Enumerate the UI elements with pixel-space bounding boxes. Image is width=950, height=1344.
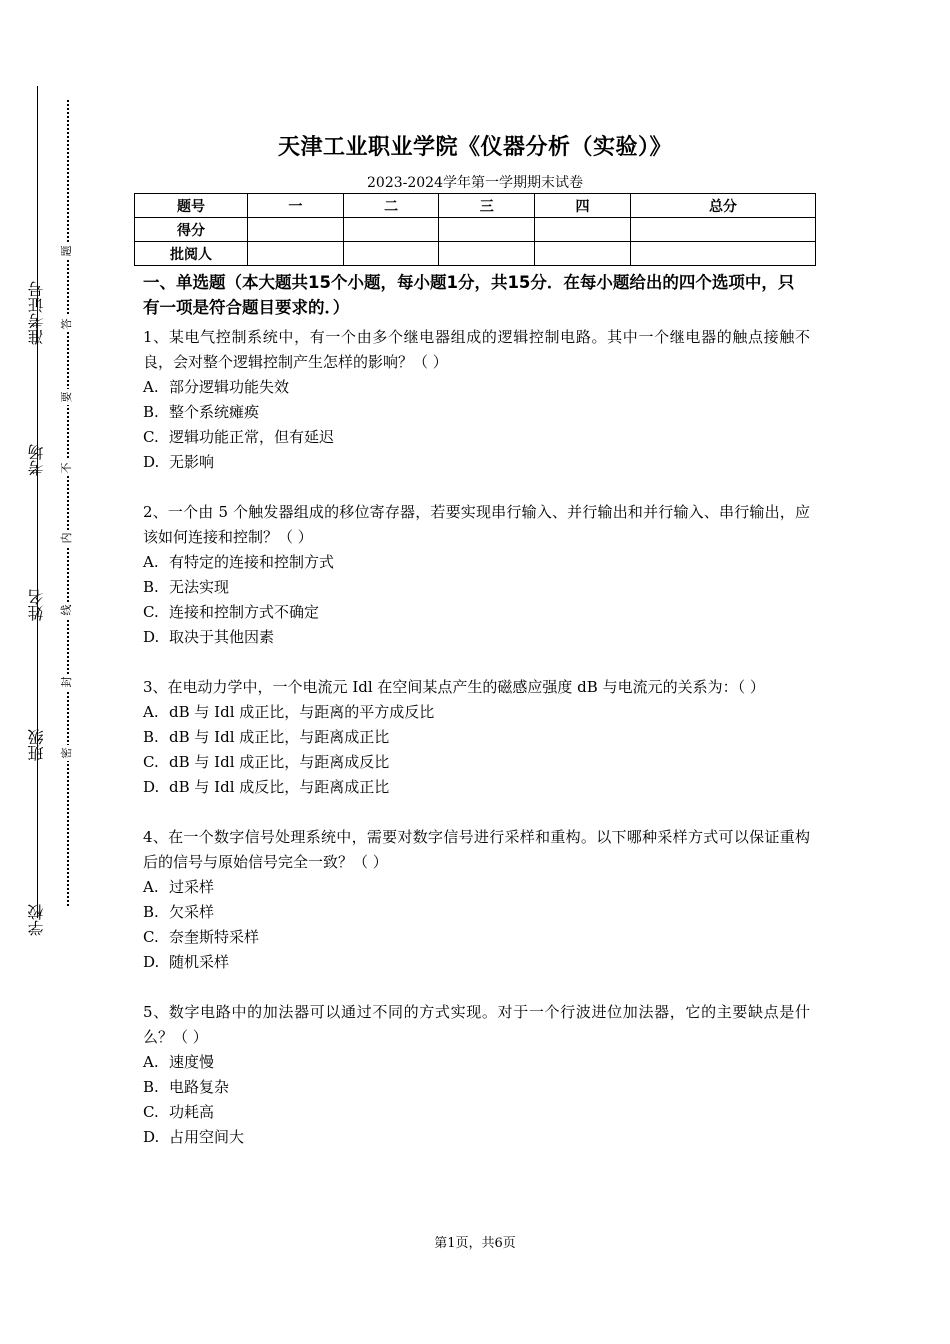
option-letter: D. xyxy=(143,778,160,796)
grader-cell xyxy=(248,242,344,266)
exam-room-label: 考场 xyxy=(27,444,46,476)
option-letter: C. xyxy=(143,928,159,946)
section-heading: 一、单选题（本大题共15个小题，每小题1分，共15分．在每小题给出的四个选项中，只有一项是符合题目要求的．） xyxy=(143,273,795,317)
option-b xyxy=(143,725,810,750)
score-cell xyxy=(535,218,631,242)
binding-line xyxy=(37,86,38,918)
score-cell xyxy=(630,218,815,242)
question-stem: 4、在一个数字信号处理系统中，需要对数字信号进行采样和重构。以下哪种采样方式可以保证重构后的信号与原始信号完全一致？（ ） xyxy=(143,828,810,871)
option-letter: B. xyxy=(143,403,159,421)
option-text: 无影响 xyxy=(169,453,215,471)
grader-row-label: 批阅人 xyxy=(135,242,248,266)
score-table xyxy=(134,193,816,266)
option-letter: A. xyxy=(143,703,159,721)
option-letter: D. xyxy=(143,953,160,971)
option-letter: C. xyxy=(143,1103,159,1121)
option-letter: D. xyxy=(143,628,160,646)
score-row-label: 得分 xyxy=(135,218,248,242)
grader-cell xyxy=(343,242,439,266)
option-a xyxy=(143,550,810,575)
class-label: 班级 xyxy=(27,729,46,761)
page-footer: 第1页，共6页 xyxy=(434,1236,516,1251)
exam-subtitle: 2023-2024学年第一学期期末试卷 xyxy=(367,175,583,191)
option-c xyxy=(143,1100,810,1125)
question-stem: 3、在电动力学中，一个电流元 Idl 在空间某点产生的磁感应强度 dB 与电流元的关系为：（ ） xyxy=(143,678,765,696)
question-3 xyxy=(143,675,810,800)
score-header-cell: 二 xyxy=(343,194,439,218)
seal-char: 密 xyxy=(59,745,75,761)
option-text: 逻辑功能正常，但有延迟 xyxy=(169,428,335,446)
option-text: 功耗高 xyxy=(169,1103,215,1121)
option-c xyxy=(143,925,810,950)
option-c xyxy=(143,425,810,450)
option-a xyxy=(143,700,810,725)
score-header-cell: 四 xyxy=(535,194,631,218)
option-text: dB 与 Idl 成正比，与距离成反比 xyxy=(169,753,390,771)
option-letter: C. xyxy=(143,753,159,771)
option-text: 占用空间大 xyxy=(169,1128,245,1146)
option-b xyxy=(143,575,810,600)
option-c xyxy=(143,600,810,625)
option-d xyxy=(143,450,810,475)
option-letter: B. xyxy=(143,903,159,921)
option-text: 过采样 xyxy=(169,878,215,896)
option-letter: D. xyxy=(143,453,160,471)
option-text: 部分逻辑功能失效 xyxy=(169,378,290,396)
option-a xyxy=(143,375,810,400)
grader-row xyxy=(135,242,816,266)
score-cell xyxy=(248,218,344,242)
option-text: 连接和控制方式不确定 xyxy=(169,603,320,621)
option-letter: C. xyxy=(143,428,159,446)
option-d xyxy=(143,950,810,975)
option-b xyxy=(143,1075,810,1100)
grader-cell xyxy=(535,242,631,266)
score-table-header-row xyxy=(135,194,816,218)
option-text: dB 与 Idl 成正比，与距离成正比 xyxy=(169,728,390,746)
option-letter: B. xyxy=(143,728,159,746)
question-2 xyxy=(143,500,810,650)
score-header-cell: 一 xyxy=(248,194,344,218)
option-letter: A. xyxy=(143,878,159,896)
seal-char: 不 xyxy=(59,460,75,476)
option-text: 奈奎斯特采样 xyxy=(169,928,260,946)
option-text: 速度慢 xyxy=(169,1053,215,1071)
option-d xyxy=(143,625,810,650)
question-4 xyxy=(143,825,810,975)
option-a xyxy=(143,1050,810,1075)
option-d xyxy=(143,775,810,800)
option-letter: D. xyxy=(143,1128,160,1146)
exam-title: 天津工业职业学院《仪器分析（实验）》 xyxy=(277,135,672,160)
seal-dotted-line xyxy=(67,100,69,906)
option-letter: B. xyxy=(143,1078,159,1096)
score-header-cell: 总分 xyxy=(630,194,815,218)
question-1 xyxy=(143,325,810,475)
question-5 xyxy=(143,1000,810,1150)
name-label: 姓名 xyxy=(27,589,46,621)
option-letter: A. xyxy=(143,553,159,571)
grader-cell xyxy=(630,242,815,266)
option-text: 欠采样 xyxy=(169,903,215,921)
option-text: 取决于其他因素 xyxy=(169,628,275,646)
option-d xyxy=(143,1125,810,1150)
seal-char: 线 xyxy=(59,602,75,618)
question-stem: 2、一个由 5 个触发器组成的移位寄存器，若要实现串行输入、并行输出和并行输入、串行输出，应该如何连接和控制？（ ） xyxy=(143,503,810,546)
option-letter: A. xyxy=(143,378,159,396)
option-text: 无法实现 xyxy=(169,578,230,596)
question-stem: 5、数字电路中的加法器可以通过不同的方式实现。对于一个行波进位加法器，它的主要缺点是什么？（ ） xyxy=(143,1003,810,1046)
option-text: dB 与 Idl 成正比，与距离的平方成反比 xyxy=(169,703,435,721)
option-b xyxy=(143,900,810,925)
grader-cell xyxy=(439,242,535,266)
option-c xyxy=(143,750,810,775)
option-letter: C. xyxy=(143,603,159,621)
score-cell xyxy=(343,218,439,242)
score-cell xyxy=(439,218,535,242)
seal-char: 题 xyxy=(59,243,75,259)
exam-number-label: 准考证号 xyxy=(27,281,46,345)
seal-char: 封 xyxy=(59,674,75,690)
option-text: 有特定的连接和控制方式 xyxy=(169,553,335,571)
question-stem: 1、某电气控制系统中，有一个由多个继电器组成的逻辑控制电路。其中一个继电器的触点接触不良，会对整个逻辑控制产生怎样的影响？（ ） xyxy=(143,328,810,371)
option-text: 整个系统瘫痪 xyxy=(169,403,260,421)
score-header-cell: 三 xyxy=(439,194,535,218)
seal-char: 内 xyxy=(59,530,75,546)
school-label: 学校 xyxy=(27,904,46,936)
option-text: 随机采样 xyxy=(169,953,230,971)
seal-char: 答 xyxy=(59,316,75,332)
option-b xyxy=(143,400,810,425)
option-letter: B. xyxy=(143,578,159,596)
seal-char: 要 xyxy=(59,389,75,405)
exam-content xyxy=(143,270,810,1175)
option-a xyxy=(143,875,810,900)
option-text: 电路复杂 xyxy=(169,1078,230,1096)
option-letter: A. xyxy=(143,1053,159,1071)
option-text: dB 与 Idl 成反比，与距离成正比 xyxy=(169,778,390,796)
score-header-cell: 题号 xyxy=(135,194,248,218)
score-row xyxy=(135,218,816,242)
